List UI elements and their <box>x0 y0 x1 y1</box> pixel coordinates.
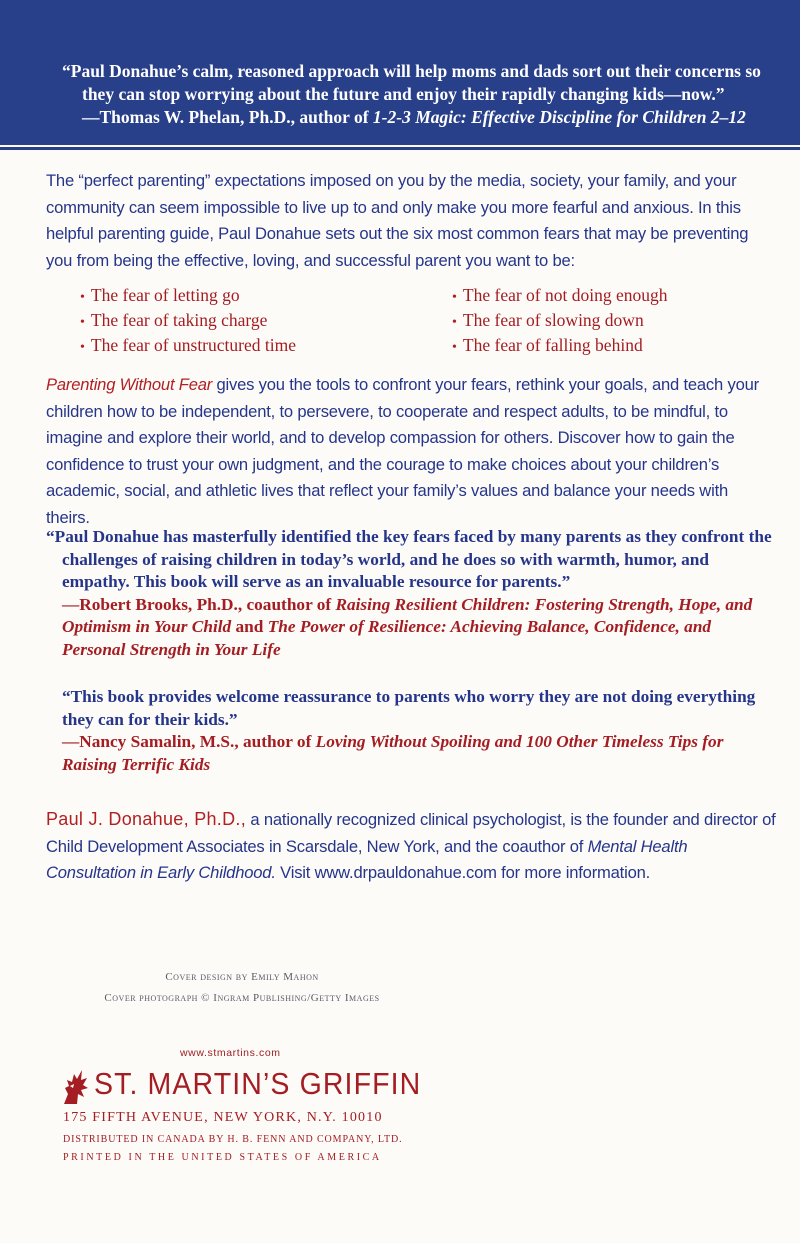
distribution-note: DISTRIBUTED IN CANADA BY H. B. FENN AND COMPANY, LTD. <box>63 1134 403 1145</box>
top-quote-attr-prefix: —Thomas W. Phelan, Ph.D., author of <box>82 107 373 127</box>
intro-paragraph <box>46 168 770 274</box>
top-quote-attribution <box>62 106 782 129</box>
griffin-icon <box>60 1066 90 1106</box>
brooks-title2: The Power of Resilience: Achieving Balance, Confidence, and Personal Strength in Your Life <box>62 617 712 659</box>
fear-label: The fear of letting go <box>90 285 240 305</box>
tools-text: gives you the tools to confront your fears, rethink your goals, and teach your children how to be independent, to persevere, to cooperate and respect adults, to be mindful, to imagine and explore their world, and to develop compassion for others. Discover how to gain the confidence to trust your own judgment, and the courage to make choices about your children’s academic, social, and athletic lives that reflect your family’s values and balance your needs with theirs. <box>46 375 759 527</box>
endorsement-brooks <box>46 526 776 661</box>
endorsement-samalin <box>46 686 776 776</box>
cover-photo-credit: Cover photograph © Ingram Publishing/Getty Images <box>104 992 380 1004</box>
top-quote-line1: “Paul Donahue’s calm, reasoned approach will help moms and dads sort out their concerns so <box>62 61 761 81</box>
publisher-website: www.stmartins.com <box>180 1047 281 1059</box>
fear-label: The fear of taking charge <box>90 310 268 330</box>
fear-item: • The fear of not doing enough <box>452 285 668 305</box>
fear-item: • The fear of slowing down <box>452 310 644 330</box>
fears-list <box>80 284 770 359</box>
author-bio-text1: a nationally recognized clinical psychologist, is the founder and director of Child Development Associates in Scarsdale, New York, and the coauthor of <box>46 810 776 856</box>
fear-item: • The fear of taking charge <box>80 310 268 330</box>
samalin-attr-prefix: —Nancy Samalin, M.S., author of <box>62 732 316 751</box>
tools-paragraph <box>46 372 770 531</box>
brooks-quote-body: “Paul Donahue has masterfully identified the key fears faced by many parents as they confront the challenges of raising children in today’s world, and he does so with warmth, humor, and empathy. This book will serve as an invaluable resource for parents.” <box>46 527 772 591</box>
top-quote-book-title: 1-2-3 Magic: Effective Discipline for Children 2–12 <box>372 107 746 127</box>
fear-label: The fear of falling behind <box>462 335 643 355</box>
brooks-and: and <box>231 617 268 636</box>
brooks-attribution <box>46 594 776 662</box>
brooks-quote-text <box>46 526 776 594</box>
fear-item: • The fear of letting go <box>80 285 240 305</box>
samalin-attribution <box>46 731 776 776</box>
samalin-quote-text: “This book provides welcome reassurance to parents who worry they are not doing everything they can for their kids.” <box>62 687 756 729</box>
header-rule <box>0 147 800 150</box>
fear-item: • The fear of falling behind <box>452 335 643 355</box>
publisher-name: ST. MARTIN’S GRIFFIN <box>94 1066 422 1101</box>
book-title: Parenting Without Fear <box>46 375 213 394</box>
samalin-title: Loving Without Spoiling and 100 Other Timeless Tips for Raising Terrific Kids <box>62 732 724 774</box>
author-bio-text2: Visit www.drpauldonahue.com for more information. <box>275 863 651 882</box>
brooks-attr-prefix: —Robert Brooks, Ph.D., coauthor of <box>62 594 336 614</box>
author-book-title: Mental Health Consultation in Early Childhood. <box>46 836 688 882</box>
top-quote-line2: they can stop worrying about the future and enjoy their rapidly changing kids—now.” <box>82 84 725 104</box>
author-bio <box>46 806 776 887</box>
author-name: Paul J. Donahue, Ph.D., <box>46 809 247 829</box>
publisher-address: 175 FIFTH AVENUE, NEW YORK, N.Y. 10010 <box>63 1110 383 1125</box>
fear-label: The fear of unstructured time <box>90 335 296 355</box>
brooks-title1: Raising Resilient Children: Fostering Strength, Hope, and Optimism in Your Child <box>62 594 753 636</box>
intro-text: The “perfect parenting” expectations imposed on you by the media, society, your family, and your community can seem impossible to live up to and only make you more fearful and anxious. In this helpful parenting guide, Paul Donahue sets out the six most common fears that may be preventing you from being the effective, loving, and successful parent you want to be: <box>46 171 749 270</box>
cover-credits <box>82 967 402 1009</box>
printed-note: PRINTED IN THE UNITED STATES OF AMERICA <box>63 1152 382 1163</box>
fear-item: • The fear of unstructured time <box>80 335 296 355</box>
fear-label: The fear of slowing down <box>462 310 644 330</box>
fear-label: The fear of not doing enough <box>462 285 668 305</box>
cover-design-credit: Cover design by Emily Mahon <box>165 971 319 983</box>
top-endorsement <box>62 60 782 129</box>
